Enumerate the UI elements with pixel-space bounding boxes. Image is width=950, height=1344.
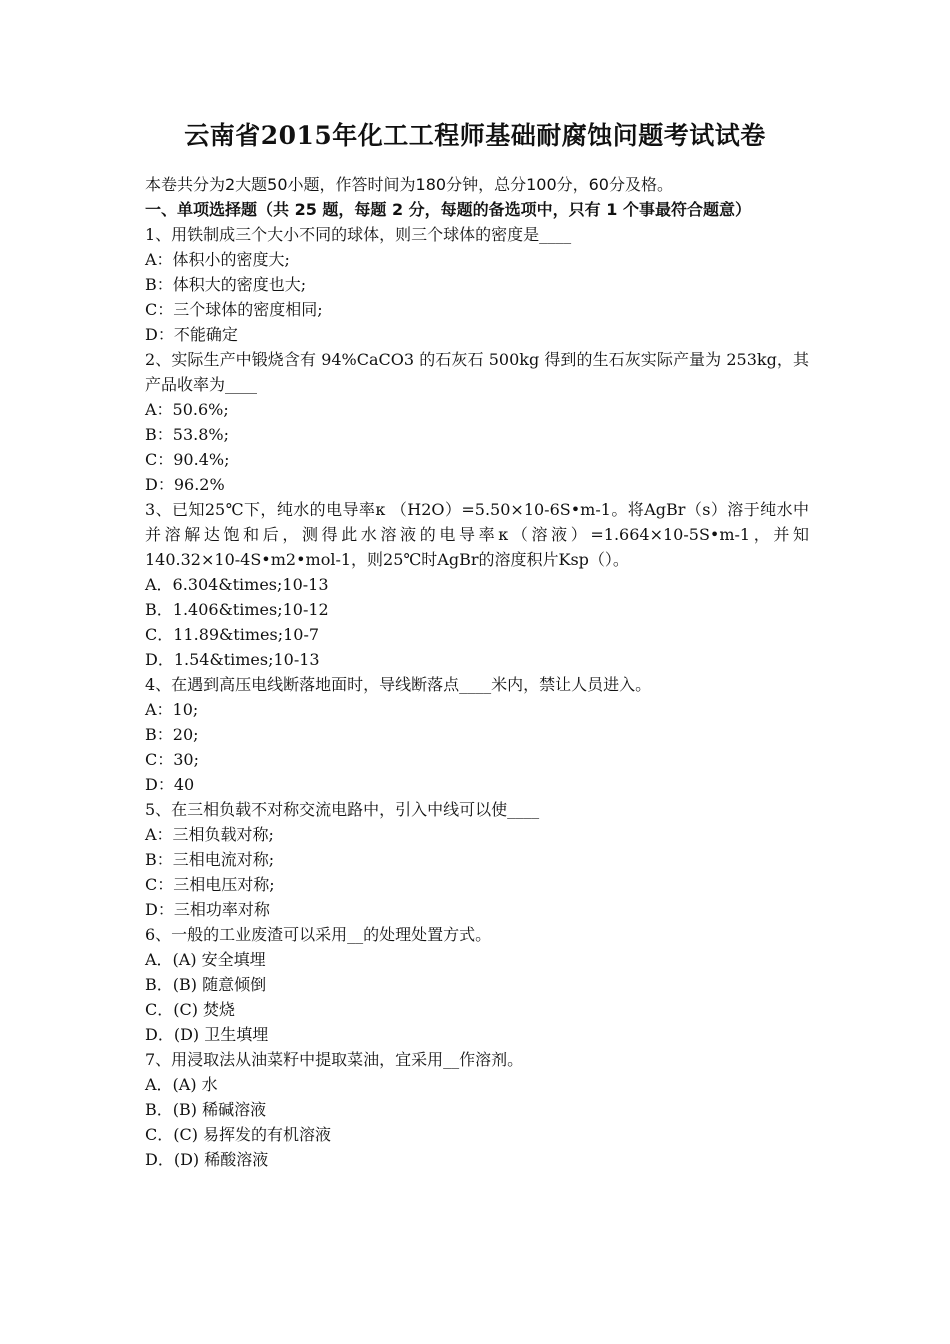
page-title: 云南省2015年化工工程师基础耐腐蚀问题考试试卷 [184,121,766,150]
question-block [145,497,809,672]
question-block [145,922,809,1047]
question-text: 1、用铁制成三个大小不同的球体，则三个球体的密度是____ [145,225,572,244]
option-b: B：53.8%; [145,425,229,444]
question-text: 4、在遇到高压电线断落地面时，导线断落点____米内，禁让人员进入。 [145,675,652,694]
option-d: D：96.2% [145,475,225,494]
option-d: D．1.54&times;10-13 [145,650,320,669]
question-block [145,222,809,347]
option-d: D．(D) 稀酸溶液 [145,1150,269,1169]
option-d: D．(D) 卫生填埋 [145,1025,269,1044]
exam-intro: 本卷共分为2大题50小题，作答时间为180分钟，总分100分，60分及格。 [145,175,673,194]
option-c: C．11.89&times;10-7 [145,625,320,644]
option-d: D：不能确定 [145,325,238,344]
option-a: A．(A) 水 [145,1075,218,1094]
option-c: C．(C) 易挥发的有机溶液 [145,1125,332,1144]
option-a: A：三相负载对称; [145,825,274,844]
question-text: 5、在三相负载不对称交流电路中，引入中线可以使____ [145,800,540,819]
question-block [145,672,809,797]
option-d: D：40 [145,775,195,794]
question-text: 2、实际生产中锻烧含有 94%CaCO3 的石灰石 500kg 得到的生石灰实际产量为 253kg，其产品收率为____ [145,350,809,394]
question-block [145,1047,809,1172]
question-block [145,347,809,497]
option-c: C：三相电压对称; [145,875,275,894]
option-c: C：30; [145,750,199,769]
option-a: A．(A) 安全填埋 [145,950,266,969]
option-c: C：三个球体的密度相同; [145,300,323,319]
option-c: C：90.4%; [145,450,230,469]
option-d: D：三相功率对称 [145,900,270,919]
exam-content [145,172,809,1172]
question-text: 6、一般的工业废渣可以采用__的处理处置方式。 [145,925,492,944]
question-text: 7、用浸取法从油菜籽中提取菜油，宜采用__作溶剂。 [145,1050,524,1069]
option-a: A：体积小的密度大; [145,250,290,269]
option-a: A：50.6%; [145,400,229,419]
option-b: B：体积大的密度也大; [145,275,307,294]
option-a: A．6.304&times;10-13 [145,575,329,594]
section-heading: 一、单项选择题（共 25 题，每题 2 分，每题的备选项中，只有 1 个事最符合题意） [145,200,751,219]
option-b: B：三相电流对称; [145,850,275,869]
option-b: B．1.406&times;10-12 [145,600,329,619]
option-a: A：10; [145,700,199,719]
option-c: C．(C) 焚烧 [145,1000,236,1019]
question-text: 3、已知25℃下，纯水的电导率κ （H2O）=5.50×10-6S•m-1。将AgBr（s）溶于纯水中并溶解达饱和后，测得此水溶液的电导率κ（溶液）=1.664×10-5S•m-1，并知140.32×10-4S•m2•mol-1，则25℃时AgBr的溶度积片Ksp（）。 [145,500,809,569]
option-b: B．(B) 稀碱溶液 [145,1100,267,1119]
option-b: B．(B) 随意倾倒 [145,975,267,994]
option-b: B：20; [145,725,199,744]
question-block [145,797,809,922]
